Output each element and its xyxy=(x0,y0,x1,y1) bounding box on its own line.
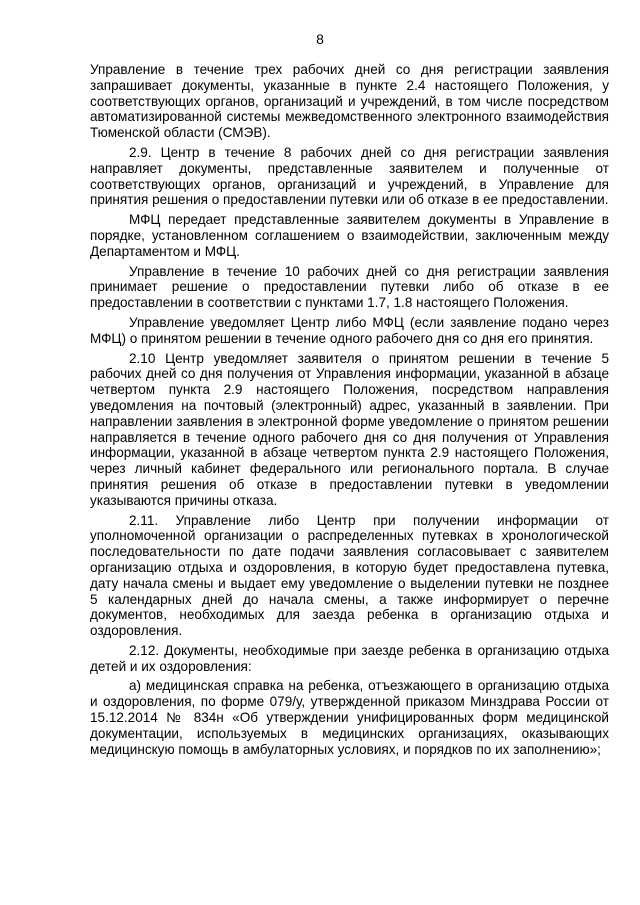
paragraph-2-12: 2.12. Документы, необходимые при заезде ребенка в организацию отдыха детей и их оздоровления: xyxy=(90,642,609,674)
paragraph-notify-center: Управление уведомляет Центр либо МФЦ (если заявление подано через МФЦ) о принятом решении в течение одного рабочего дня со дня его принятия. xyxy=(90,314,609,346)
document-body xyxy=(90,62,609,757)
paragraph-decision: Управление в течение 10 рабочих дней со дня регистрации заявления принимает решение о предоставлении путевки либо об отказе в ее предоставлении в соответствии с пунктами 1.7, 1.8 настоящего Положения. xyxy=(90,263,609,311)
paragraph-2-11: 2.11. Управление либо Центр при получении информации от уполномоченной организации о распределенных путевках в хронологической последовательности по дате подачи заявления согласовывает с заявителем организацию отдыха и оздоровления, в которую будет предоставлена путевка, дату начала смены и выдает ему уведомление о выделении путевки не позднее 5 календарных дней до начала смены, а также информирует о перечне документов, необходимых для заезда ребенка в организацию отдыха и оздоровления. xyxy=(90,512,609,639)
paragraph-2-12-a: а) медицинская справка на ребенка, отъезжающего в организацию отдыха и оздоровления, по форме 079/у, утвержденной приказом Минздрава России от 15.12.2014 № 834н «Об утверждении унифицированных форм медицинской документации, используемых в медицинских организациях, оказывающих медицинскую помощь в амбулаторных условиях, и порядков по их заполнению»; xyxy=(90,678,609,757)
paragraph-2-10: 2.10 Центр уведомляет заявителя о принятом решении в течение 5 рабочих дней со дня получения от Управления информации, указанной в абзаце четвертом пункта 2.9 настоящего Положения, посредством направления уведомления на почтовый (электронный) адрес, указанный в заявлении. При направлении заявления в электронной форме уведомление о принятом решении направляется в течение одного рабочего дня со дня получения от Управления информации, указанной в абзаце четвертом пункта 2.9 настоящего Положения, через личный кабинет федерального или регионального портала. В случае принятия решения об отказе в предоставлении путевки в уведомлении указываются причины отказа. xyxy=(90,350,609,508)
paragraph-2-9: 2.9. Центр в течение 8 рабочих дней со дня регистрации заявления направляет документы, представленные заявителем и полученные от соответствующих органов, организаций и учреждений, в Управление для принятия решения о предоставлении путевки или об отказе в ее предоставлении. xyxy=(90,144,609,208)
page-number: 8 xyxy=(316,31,324,47)
paragraph-requests-documents: Управление в течение трех рабочих дней со дня регистрации заявления запрашивает документы, указанные в пункте 2.4 настоящего Положения, у соответствующих органов, организаций и учреждений, в том числе посредством автоматизированной системы межведомственного электронного взаимодействия Тюменской области (СМЭВ). xyxy=(90,62,609,141)
paragraph-mfc-transfer: МФЦ передает представленные заявителем документы в Управление в порядке, установленном соглашением о взаимодействии, заключенным между Департаментом и МФЦ. xyxy=(90,212,609,259)
